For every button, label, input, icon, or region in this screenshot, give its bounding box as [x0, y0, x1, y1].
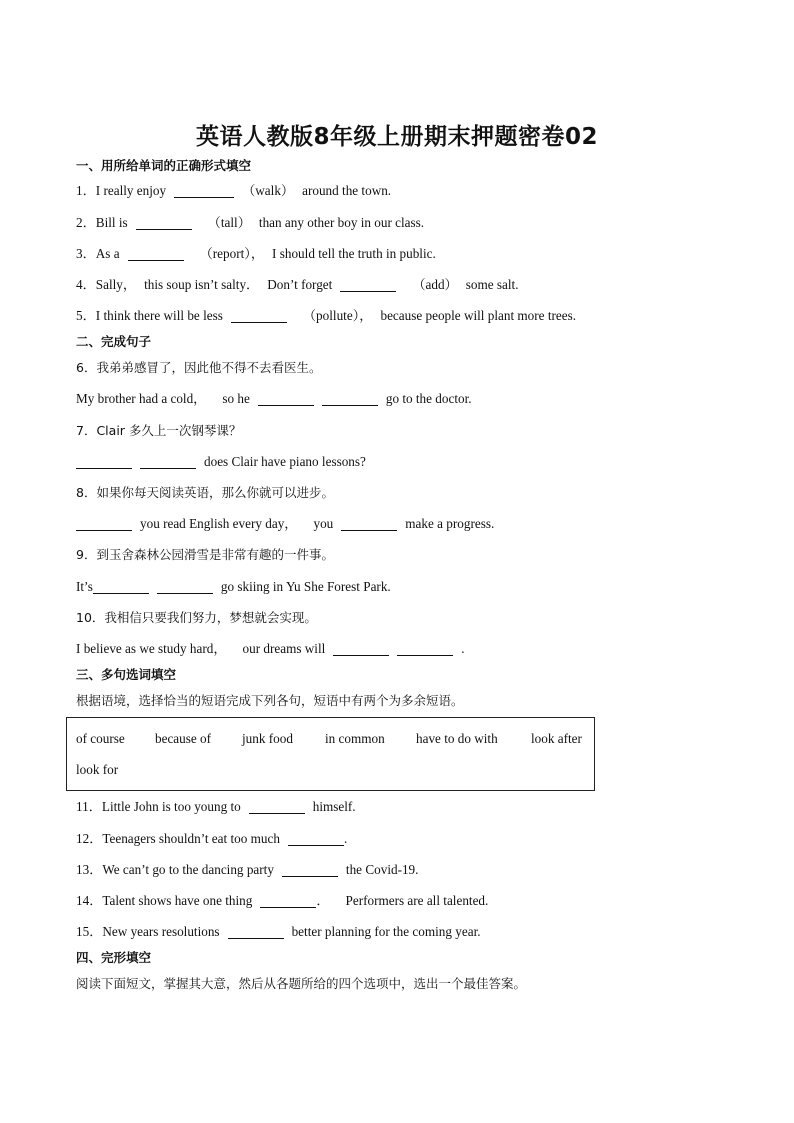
option-phrase: look after [531, 731, 582, 746]
question-9-prompt: 9．到玉舍森林公园滑雪是非常有趣的一件事。 [76, 547, 334, 562]
question-number: 1． [76, 183, 96, 198]
question-text: Sally， [95, 277, 137, 292]
question-11 [76, 798, 356, 816]
question-number: 14． [76, 893, 103, 908]
question-text: . [343, 831, 348, 846]
question-number: 13． [76, 862, 103, 877]
question-9 [76, 578, 391, 596]
answer-blank[interactable] [231, 308, 287, 323]
page-title: 英语人教版8年级上册期末押题密卷02 [195, 124, 598, 150]
question-text: make a progress. [405, 516, 495, 531]
question-4 [76, 276, 519, 294]
question-number: 3． [76, 246, 96, 261]
answer-blank[interactable] [341, 516, 397, 531]
question-8-prompt: 8．如果你每天阅读英语，那么你就可以进步。 [76, 485, 334, 500]
answer-blank[interactable] [93, 579, 149, 594]
answer-blank[interactable] [228, 924, 284, 939]
question-text: Bill is [95, 215, 128, 230]
question-number: 15． [76, 924, 103, 939]
question-text: than any other boy in our class. [258, 215, 425, 230]
answer-blank[interactable] [76, 454, 132, 469]
question-15 [76, 923, 481, 941]
question-text: so he [222, 391, 250, 406]
question-text: because people will plant more trees. [380, 308, 577, 323]
answer-blank[interactable] [397, 641, 453, 656]
question-text: I believe as we study hard， [76, 641, 227, 656]
phrase-options-box [66, 717, 595, 791]
answer-blank[interactable] [260, 893, 316, 908]
question-text: We can’t go to the dancing party [102, 862, 274, 877]
answer-blank[interactable] [157, 579, 213, 594]
answer-blank[interactable] [136, 215, 192, 230]
question-13 [76, 861, 418, 879]
question-number: 4． [76, 277, 96, 292]
option-phrase: in common [325, 731, 385, 746]
question-7 [76, 453, 366, 471]
question-3 [76, 245, 436, 263]
question-number: 5． [76, 308, 96, 323]
question-text: does Clair have piano lessons? [204, 454, 366, 469]
question-7-prompt: 7．Clair 多久上一次钢琴课？ [76, 423, 242, 438]
question-10 [76, 640, 465, 658]
section-4-heading: 四、完形填空 [76, 950, 152, 965]
question-14 [76, 892, 488, 910]
question-text: you [313, 516, 334, 531]
answer-blank[interactable] [340, 277, 396, 292]
answer-blank[interactable] [333, 641, 389, 656]
question-text: ． [316, 893, 330, 908]
answer-blank[interactable] [249, 799, 305, 814]
section-3-instruction: 根据语境，选择恰当的短语完成下列各句，短语中有两个为多余短语。 [76, 693, 464, 708]
option-phrase: of course [76, 731, 125, 746]
question-5 [76, 307, 576, 325]
question-text: I really enjoy [95, 183, 167, 198]
answer-blank[interactable] [322, 391, 378, 406]
answer-blank[interactable] [258, 391, 314, 406]
question-8 [76, 515, 494, 533]
word-hint: （pollute）， [302, 308, 373, 323]
question-text: you read English every day， [140, 516, 298, 531]
answer-blank[interactable] [140, 454, 196, 469]
section-3-heading: 三、多句选词填空 [76, 667, 177, 682]
question-text: around the town. [302, 183, 392, 198]
section-1-heading: 一、用所给单词的正确形式填空 [76, 158, 252, 173]
answer-blank[interactable] [282, 862, 338, 877]
question-text: better planning for the coming year. [291, 924, 481, 939]
question-text: It’s [76, 579, 93, 594]
question-10-prompt: 10．我相信只要我们努力，梦想就会实现。 [76, 610, 317, 625]
question-2 [76, 214, 424, 232]
answer-blank[interactable] [128, 246, 184, 261]
question-text: go to the doctor. [385, 391, 472, 406]
question-text: Performers are all talented. [345, 893, 489, 908]
word-hint: （add） [412, 277, 458, 292]
question-text: the Covid-19. [345, 862, 419, 877]
section-4-instruction: 阅读下面短文，掌握其大意，然后从各题所给的四个选项中，选出一个最佳答案。 [76, 976, 527, 991]
question-text: My brother had a cold， [76, 391, 207, 406]
question-text: Don’t forget [267, 277, 333, 292]
section-2-heading: 二、完成句子 [76, 334, 152, 349]
question-text: Talent shows have one thing [102, 893, 253, 908]
question-text: As a [95, 246, 120, 261]
question-text: this soup isn’t salty． [144, 277, 260, 292]
answer-blank[interactable] [76, 516, 132, 531]
option-phrase: because of [155, 731, 212, 746]
question-text: our dreams will [242, 641, 326, 656]
question-text: . [461, 641, 465, 656]
question-text: go skiing in Yu She Forest Park. [220, 579, 391, 594]
option-phrase: look for [76, 762, 119, 777]
word-hint: （report）， [199, 246, 265, 261]
question-text: I think there will be less [95, 308, 223, 323]
question-text: I should tell the truth in public. [272, 246, 436, 261]
answer-blank[interactable] [288, 831, 344, 846]
question-text: New years resolutions [102, 924, 220, 939]
question-6-prompt: 6．我弟弟感冒了，因此他不得不去看医生。 [76, 360, 322, 375]
question-6 [76, 390, 472, 408]
question-text: some salt. [465, 277, 519, 292]
word-hint: （walk） [242, 183, 295, 198]
option-phrase: have to do with [416, 731, 498, 746]
question-text: Little John is too young to [101, 799, 241, 814]
question-12 [76, 830, 347, 848]
answer-blank[interactable] [174, 183, 234, 198]
word-hint: （tall） [207, 215, 251, 230]
option-phrase: junk food [242, 731, 293, 746]
question-number: 2． [76, 215, 96, 230]
question-text: himself. [312, 799, 356, 814]
question-number: 12． [76, 831, 103, 846]
question-number: 11． [76, 799, 102, 814]
question-1 [76, 182, 391, 200]
question-text: Teenagers shouldn’t eat too much [102, 831, 280, 846]
